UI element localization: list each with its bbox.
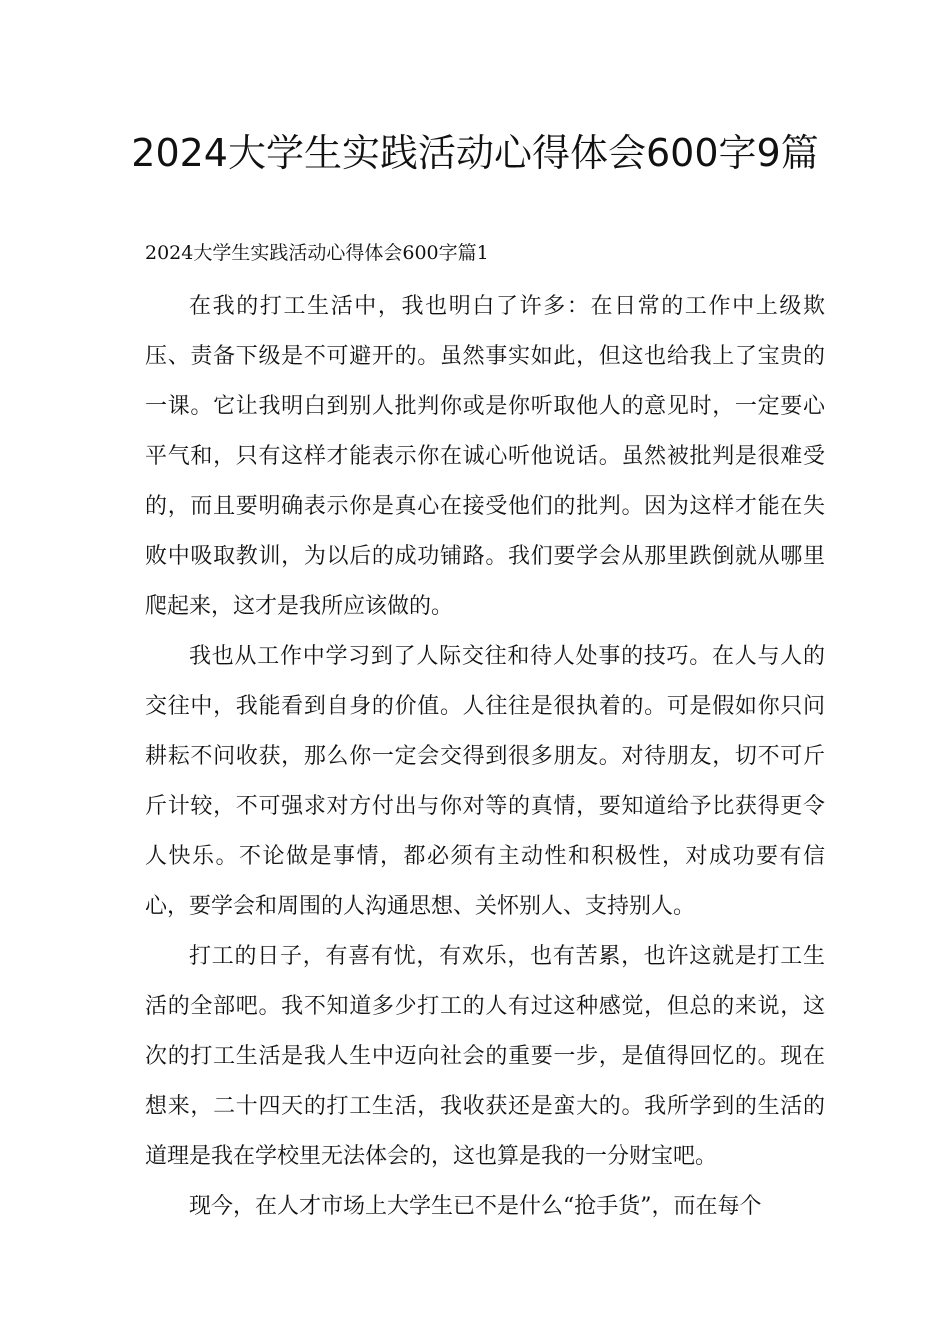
paragraph: 打工的日子，有喜有忧，有欢乐，也有苦累，也许这就是打工生活的全部吧。我不知道多少打工的人有过这种感觉，但总的来说，这次的打工生活是我人生中迈向社会的重要一步，是值得回忆的。现在想来，二十四天的打工生活，我收获还是蛮大的。我所学到的生活的道理是我在学校里无法体会的，这也算是我的一分财宝吧。 bbox=[145, 944, 825, 1169]
document-title: 2024大学生实践活动心得体会600字9篇 bbox=[131, 131, 819, 175]
paragraph: 在我的打工生活中，我也明白了许多：在日常的工作中上级欺压、责备下级是不可避开的。虽然事实如此，但这也给我上了宝贵的一课。它让我明白到别人批判你或是你听取他人的意见时，一定要心平气和，只有这样才能表示你在诚心听他说话。虽然被批判是很难受的，而且要明确表示你是真心在接受他们的批判。因为这样才能在失败中吸取教训，为以后的成功铺路。我们要学会从那里跌倒就从哪里爬起来，这才是我所应该做的。 bbox=[145, 294, 825, 619]
document-body bbox=[145, 282, 825, 1232]
paragraph: 现今，在人才市场上大学生已不是什么“抢手货”，而在每个 bbox=[189, 1194, 762, 1219]
section-heading: 2024大学生实践活动心得体会600字篇1 bbox=[145, 242, 489, 264]
paragraph: 我也从工作中学习到了人际交往和待人处事的技巧。在人与人的交往中，我能看到自身的价值。人往往是很执着的。可是假如你只问耕耘不问收获，那么你一定会交得到很多朋友。对待朋友，切不可斤斤计较，不可强求对方付出与你对等的真情，要知道给予比获得更令人快乐。不论做是事情，都必须有主动性和积极性，对成功要有信心，要学会和周围的人沟通思想、关怀别人、支持别人。 bbox=[145, 644, 825, 919]
